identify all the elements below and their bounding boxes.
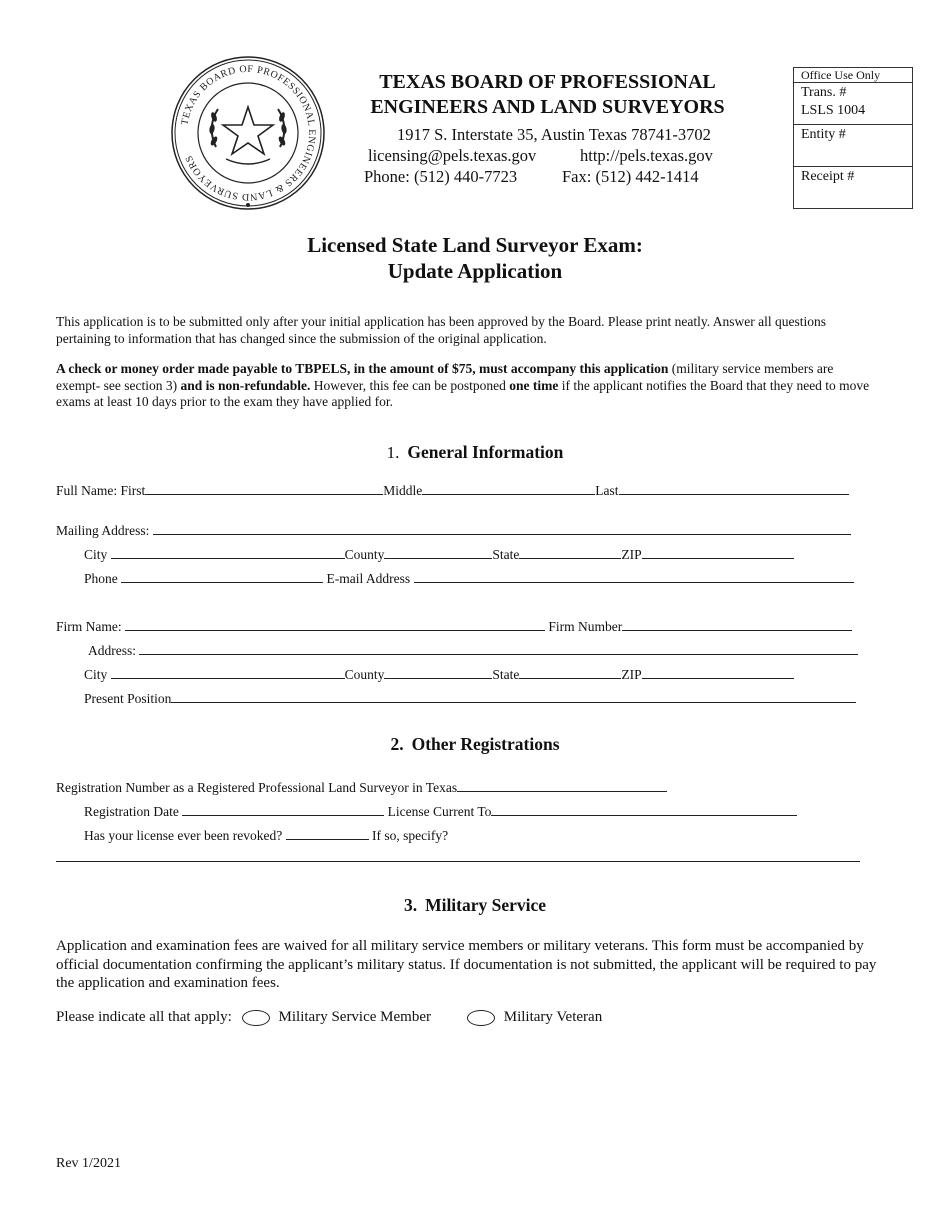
section-3-heading [0, 895, 950, 916]
mailing-county-label: County [344, 547, 385, 562]
page-title-line2: Update Application [387, 259, 563, 283]
mailing-zip-label: ZIP [621, 547, 642, 562]
page-title [0, 232, 950, 284]
mailing-state-label: State [492, 547, 520, 562]
postpone-note: However, this fee can be postponed [310, 377, 510, 393]
military-veteran-option[interactable] [467, 1010, 495, 1026]
page-title-line1: Licensed State Land Surveyor Exam: [307, 233, 643, 257]
firm-city-row [84, 664, 794, 683]
if-so-specify-label: If so, specify? [372, 828, 449, 843]
registration-date-label: Registration Date [84, 804, 179, 819]
section-1-heading [0, 442, 950, 463]
one-time-note: one time [509, 377, 559, 393]
revoked-label: Has your license ever been revoked? [84, 828, 283, 843]
section-1-number: 1. [386, 443, 400, 462]
first-name-field[interactable] [145, 480, 383, 495]
section-2-number: 2. [390, 734, 404, 754]
email-address-label: E-mail Address [326, 571, 411, 586]
trans-label: Trans. # [801, 85, 847, 100]
revoked-row [84, 825, 448, 844]
section-3-number: 3. [403, 895, 418, 915]
board-fax: Fax: (512) 442-1414 [562, 167, 699, 186]
mailing-address-label: Mailing Address: [56, 523, 150, 538]
firm-zip-label: ZIP [621, 667, 642, 682]
svg-text:TEXAS BOARD OF PROFESSIONAL EN [180, 64, 317, 202]
first-name-label: Full Name: First [56, 483, 146, 498]
indicate-label: Please indicate all that apply: [56, 1009, 232, 1025]
military-exempt-note: (military service members are exempt- see section 3) [56, 361, 834, 393]
firm-address-field[interactable] [139, 640, 858, 655]
license-current-field[interactable] [491, 801, 797, 816]
section-2-heading [0, 734, 950, 755]
board-phone: Phone: (512) 440-7723 [364, 167, 518, 186]
seal-text: TEXAS BOARD OF PROFESSIONAL ENGINEERS & LAND SURVEYORS [179, 63, 318, 203]
section-2-title: Other Registrations [411, 734, 560, 754]
office-use-caption: Office Use Only [794, 68, 912, 83]
registration-date-field[interactable] [182, 801, 384, 816]
firm-number-label: Firm Number [548, 619, 623, 634]
email-address-field[interactable] [414, 568, 854, 583]
board-name [345, 70, 750, 120]
phone-label: Phone [84, 571, 118, 586]
mailing-city-row [84, 544, 794, 563]
phone-field[interactable] [121, 568, 323, 583]
firm-name-field[interactable] [125, 616, 545, 631]
revoked-specify-field[interactable] [56, 861, 860, 862]
firm-address-label: Address: [88, 643, 136, 658]
revision-label: Rev 1/2021 [56, 1156, 121, 1171]
mailing-city-field[interactable] [111, 544, 345, 559]
trans-value: LSLS 1004 [801, 103, 866, 118]
mailing-zip-field[interactable] [642, 544, 794, 559]
last-name-field[interactable] [619, 480, 849, 495]
intro-paragraph-1: This application is to be submitted only after your initial application has been approved by the Board. Please print neatly. Answer all questions pertaining to information that has changed since the submission of the original application. [56, 314, 826, 346]
entity-label: Entity # [801, 127, 846, 142]
fee-notice: A check or money order made payable to TBPELS, in the amount of $75, must accompany this application [56, 361, 669, 376]
intro-paragraph-2 [56, 361, 871, 411]
firm-state-label: State [492, 667, 520, 682]
receipt-label: Receipt # [801, 169, 855, 184]
mailing-city-label: City [84, 547, 108, 562]
last-name-label: Last [595, 483, 619, 498]
registration-number-row [56, 777, 667, 796]
firm-state-field[interactable] [519, 664, 621, 679]
registration-number-label: Registration Number as a Registered Professional Land Surveyor in Texas [56, 780, 458, 795]
non-refundable-note: and is non-refundable. [180, 377, 311, 393]
board-website[interactable]: http://pels.texas.gov [580, 146, 713, 165]
present-position-row [84, 688, 856, 707]
board-name-line1: TEXAS BOARD OF PROFESSIONAL [379, 71, 716, 93]
firm-city-field[interactable] [111, 664, 345, 679]
firm-name-row [56, 616, 852, 635]
military-member-label: Military Service Member [278, 1009, 431, 1025]
firm-county-label: County [344, 667, 385, 682]
mailing-county-field[interactable] [384, 544, 492, 559]
firm-zip-field[interactable] [642, 664, 794, 679]
firm-county-field[interactable] [384, 664, 492, 679]
military-options-row [56, 1008, 602, 1026]
firm-name-label: Firm Name: [56, 619, 122, 634]
military-veteran-label: Military Veteran [503, 1009, 603, 1025]
board-address: 1917 S. Interstate 35, Austin Texas 78741-3702 [397, 125, 711, 144]
firm-address-row [88, 640, 858, 659]
firm-number-field[interactable] [622, 616, 852, 631]
present-position-label: Present Position [84, 691, 172, 706]
middle-name-field[interactable] [422, 480, 595, 495]
section-3-title: Military Service [425, 895, 547, 915]
section-1-title: General Information [407, 442, 564, 462]
board-seal [170, 55, 326, 211]
middle-name-label: Middle [383, 483, 423, 498]
board-email[interactable]: licensing@pels.texas.gov [368, 146, 537, 165]
military-member-option[interactable] [242, 1010, 270, 1026]
move-exam-note: if the applicant notifies the Board that they need to move exams at least 10 days prior to the exam they have applied for. [56, 377, 870, 409]
military-paragraph: Application and examination fees are waived for all military service members or military veterans. This form must be accompanied by official documentation confirming the applicant’s military status. If documentation is not submitted, the applicant will be required to pay the application and examination fees. [56, 938, 877, 991]
registration-number-field[interactable] [457, 777, 667, 792]
mailing-address-field[interactable] [153, 520, 851, 535]
firm-city-label: City [84, 667, 108, 682]
present-position-field[interactable] [171, 688, 856, 703]
board-name-line2: ENGINEERS AND LAND SURVEYORS [370, 96, 725, 118]
full-name-row [56, 480, 849, 499]
registration-date-row [84, 801, 797, 820]
revoked-field[interactable] [286, 825, 369, 840]
phone-email-row [84, 568, 854, 587]
mailing-state-field[interactable] [519, 544, 621, 559]
office-use-box [793, 67, 913, 209]
mailing-address-row [56, 520, 851, 539]
license-current-label: License Current To [387, 804, 492, 819]
